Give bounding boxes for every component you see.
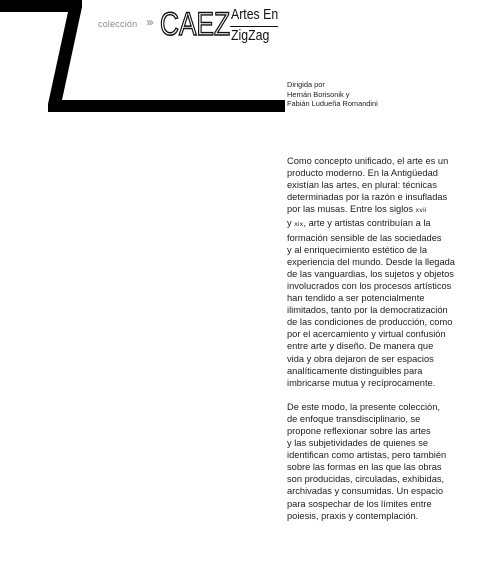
- paragraph-1-line: existían las artes, en plural: técnicas: [287, 180, 437, 191]
- paragraph-2-line: para sospechar de los límites entre: [287, 498, 432, 509]
- caez-logo: [160, 5, 230, 45]
- paragraph-2-line: identifican como artistas, pero también: [287, 450, 447, 461]
- chevrons-icon: ›››: [146, 15, 152, 29]
- paragraph-1-line: determinadas por la razón e insufladas: [287, 192, 448, 203]
- paragraph-1-line: imbricarse mutua y recíprocamente.: [287, 377, 436, 388]
- paragraph-1-line: involucrados con los procesos artísticos: [287, 280, 452, 291]
- paragraph-1-line: han tendido a ser potencialmente: [287, 293, 425, 304]
- paragraph-1-line: formación sensible de las sociedades: [287, 232, 442, 243]
- line-text: , arte y artistas contribuían a la: [303, 218, 431, 229]
- paragraph-1-line: vida y obra dejaron de ser espacios: [287, 353, 434, 364]
- caez-logo-text: CAEZ: [160, 6, 230, 42]
- series-title-line2: ZigZag: [231, 27, 270, 44]
- century-label: xix: [294, 221, 304, 229]
- paragraph-1-line: producto moderno. En la Antigüedad: [287, 168, 438, 179]
- credits-line-3: Fabián Ludueña Romandini: [287, 99, 378, 108]
- collection-description: [287, 155, 477, 522]
- paragraph-2-line: sobre las formas en las que las obras: [287, 462, 442, 473]
- paragraph-1-line: ilimitados, tanto por la democratización: [287, 305, 448, 316]
- paragraph-2-line: De este modo, la presente colección,: [287, 401, 440, 412]
- paragraph-2-line: son producidas, circuladas, exhibidas,: [287, 474, 445, 485]
- paragraph-1-line: Como concepto unificado, el arte es un: [287, 156, 449, 166]
- credits-line-2: Hernán Borisonik y: [287, 89, 350, 99]
- line-text: y: [287, 218, 292, 229]
- paragraph-1-line: de las vanguardias, los sujetos y objetos: [287, 268, 454, 279]
- series-title-line1: Artes En: [231, 6, 279, 23]
- paragraph-2-line: de enfoque transdisciplinario, se: [287, 413, 421, 424]
- paragraph-1-line: [287, 203, 477, 217]
- paragraph-1-line: [287, 217, 477, 231]
- series-credits: [287, 80, 378, 109]
- paragraph-2-line: archivadas y consumidas. Un espacio: [287, 486, 444, 497]
- line-text: por las musas. Entre los siglos: [287, 204, 414, 215]
- paragraph-1-line: y al enriquecimiento estético de la: [287, 244, 428, 255]
- paragraph-gap: [287, 389, 477, 401]
- paragraph-1-line: analíticamente distinguibles para: [287, 365, 423, 376]
- paragraph-2-line: poiesis, praxis y contemplación.: [287, 510, 419, 521]
- paragraph-1-line: experiencia del mundo. Desde la llegada: [287, 256, 455, 267]
- paragraph-1-line: por el acercamiento y virtual confusión: [287, 329, 446, 340]
- collection-label: colección: [98, 19, 138, 29]
- century-label: xvii: [415, 207, 427, 215]
- paragraph-1-line: entre arte y diseño. De manera que: [287, 341, 434, 352]
- paragraph-1-line: de las condiciones de producción, como: [287, 317, 453, 328]
- paragraph-2-line: propone reflexionar sobre las artes: [287, 425, 431, 436]
- paragraph-2-line: y las subjetividades de quienes se: [287, 438, 429, 449]
- credits-line-1: Dirigida por: [287, 80, 325, 89]
